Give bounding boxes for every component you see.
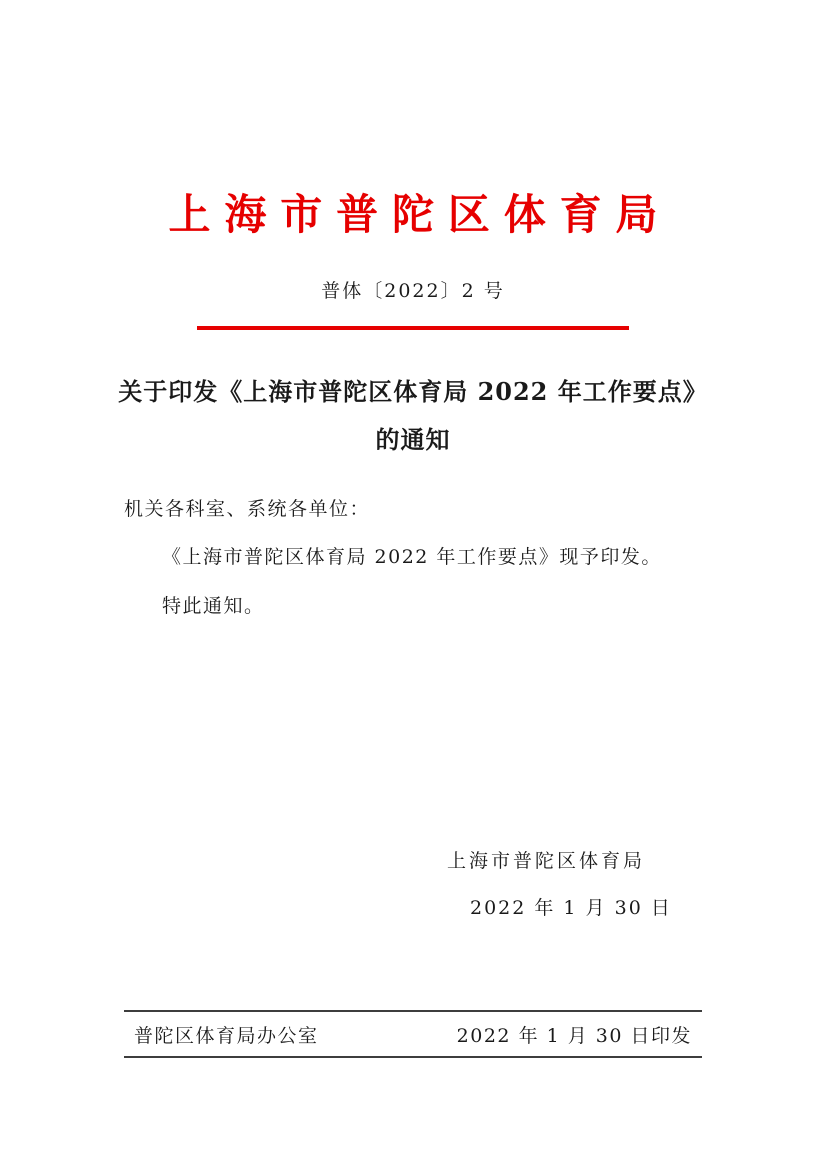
- letterhead-agency-name: 上海市普陀区体育局: [168, 190, 672, 239]
- letterhead: [0, 182, 826, 242]
- salutation: 机关各科室、系统各单位：: [124, 498, 371, 520]
- notice-title-line2: 的通知: [375, 425, 451, 454]
- footer-bar: [124, 1010, 702, 1058]
- notice-title-line1: 关于印发《上海市普陀区体育局 2022 年工作要点》: [118, 377, 708, 406]
- footer-print-date: 2022 年 1 月 30 日印发: [456, 1024, 692, 1047]
- notice-title: [0, 368, 826, 464]
- signature-date: 2022 年 1 月 30 日: [470, 897, 672, 919]
- footer-issuing-office: 普陀区体育局办公室: [134, 1024, 319, 1047]
- body-paragraph-2: 特此通知。: [162, 595, 265, 617]
- document-number: 普体〔2022〕2 号: [321, 280, 505, 302]
- body-paragraph-1: 《上海市普陀区体育局 2022 年工作要点》现予印发。: [162, 546, 662, 568]
- red-separator-rule: [197, 326, 629, 330]
- signature-agency: 上海市普陀区体育局: [447, 850, 646, 872]
